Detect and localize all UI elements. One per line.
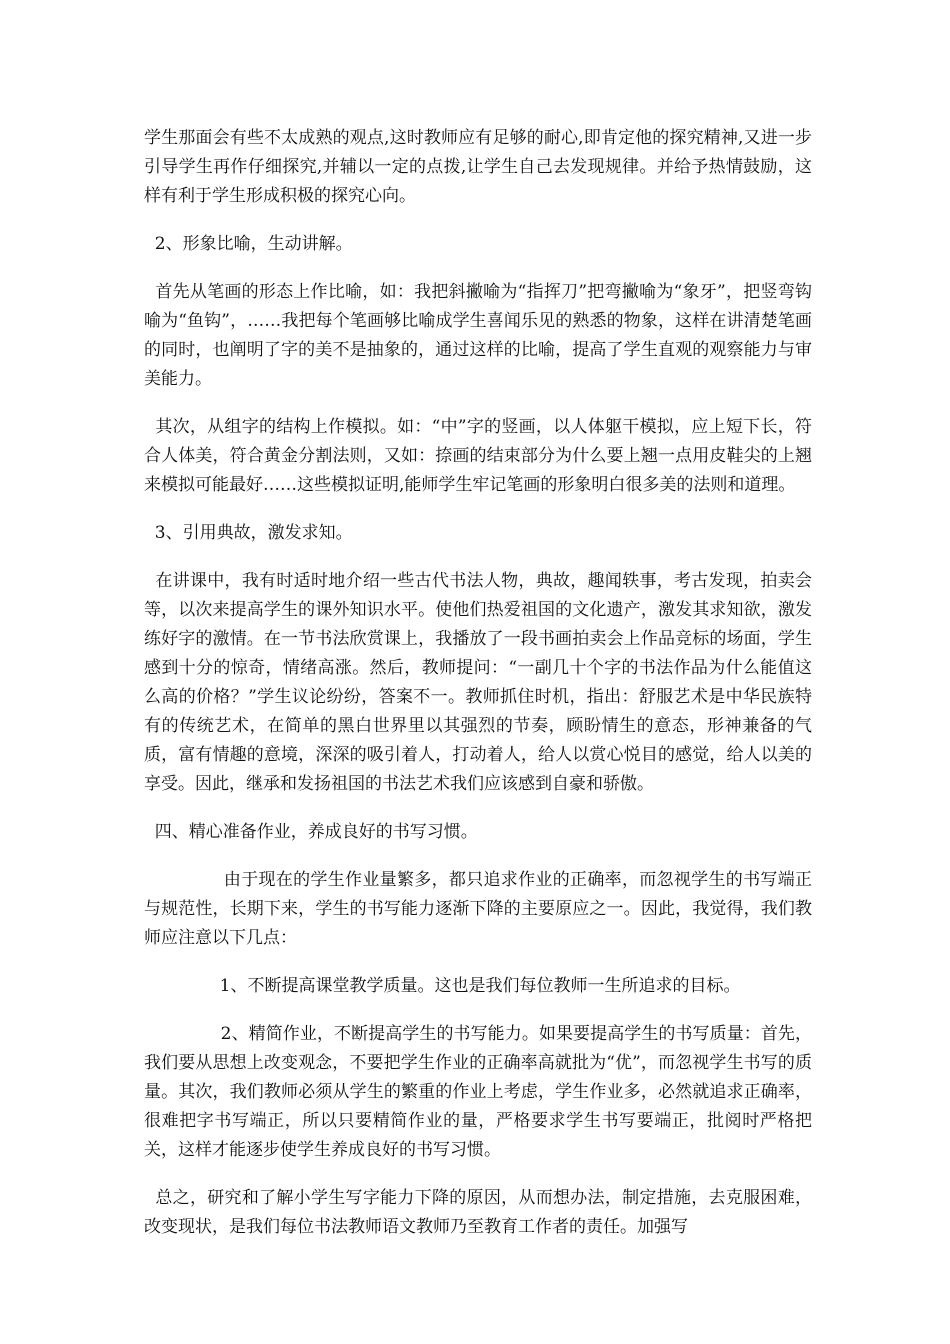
heading-homework-habits: 四、精心准备作业，养成良好的书写习惯。 bbox=[144, 822, 478, 842]
paragraph-homework-reason: 由于现在的学生作业量繁多，都只追求作业的正确率，而忽视学生的书写端正与规范性，长期下来，学生的书写能力逐渐下降的主要原应之一。因此，我觉得，我们教师应注意以下几点： bbox=[144, 870, 812, 948]
paragraph-point-1: 1、不断提高课堂教学质量。这也是我们每位教师一生所追求的目标。 bbox=[144, 976, 741, 996]
paragraph-structure-simulation: 其次，从组字的结构上作模拟。如：“中”字的竖画，以人体躯干模拟，应上短下长，符合人体美，符合黄金分割法则，又如：捺画的结束部分为什么要上翘一点用皮鞋尖的上翘来模拟可能最好……这些模拟证明,能师学生牢记笔画的形象明白很多美的法则和道理。 bbox=[144, 417, 812, 495]
paragraph-inquiry-patience: 学生那面会有些不太成熟的观点,这时教师应有足够的耐心,即肯定他的探究精神,又进一步引导学生再作仔细探究,并辅以一定的点拨,让学生自己去发现规律。并给予热情鼓励，这样有利于学生形成积极的探究心向。 bbox=[144, 128, 812, 206]
paragraph-conclusion: 总之，研究和了解小学生写字能力下降的原因，从而想办法，制定措施，去克服困难，改变现状，是我们每位书法教师语文教师乃至教育工作者的责任。加强写 bbox=[144, 1188, 812, 1237]
heading-vivid-metaphor: 2、形象比喻，生动讲解。 bbox=[144, 234, 353, 254]
paragraph-calligraphy-appreciation: 在讲课中，我有时适时地介绍一些古代书法人物，典故，趣闻轶事，考古发现，拍卖会等，以次来提高学生的课外知识水平。使他们热爱祖国的文化遗产，激发其求知欲，激发练好字的激情。在一节书法欣赏课上，我播放了一段书画拍卖会上作品竞标的场面，学生感到十分的惊奇，情绪高涨。然后，教师提问：“一副几十个字的书法作品为什么能值这么高的价格？”学生议论纷纷，答案不一。教师抓住时机，指出：舒服艺术是中华民族特有的传统艺术，在简单的黑白世界里以其强烈的节奏，顾盼情生的意态，形神兼备的气质，富有情趣的意境，深深的吸引着人，打动着人，给人以赏心悦目的感觉，给人以美的享受。因此，继承和发扬祖国的书法艺术我们应该感到自豪和骄傲。 bbox=[144, 571, 812, 794]
heading-allusion: 3、引用典故，激发求知。 bbox=[144, 523, 353, 543]
paragraph-stroke-metaphor: 首先从笔画的形态上作比喻，如：我把斜撇喻为“指挥刀”把弯撇喻为“象牙”，把竖弯钩喻为“鱼钩”，……我把每个笔画够比喻成学生喜闻乐见的熟悉的物象，这样在讲清楚笔画的同时，也阐明了字的美不是抽象的，通过这样的比喻，提高了学生直观的观察能力与审美能力。 bbox=[144, 282, 812, 389]
paragraph-point-2: 2、精简作业，不断提高学生的书写能力。如果要提高学生的书写质量：首先，我们要从思想上改变观念，不要把学生作业的正确率高就批为“优”，而忽视学生书写的质量。其次，我们教师必须从学生的繁重的作业上考虑，学生作业多，必然就追求正确率，很难把字书写端正，所以只要精简作业的量，严格要求学生书写要端正，批阅时严格把关，这样才能逐步使学生养成良好的书写习惯。 bbox=[144, 1024, 812, 1160]
document-body bbox=[144, 124, 812, 1261]
